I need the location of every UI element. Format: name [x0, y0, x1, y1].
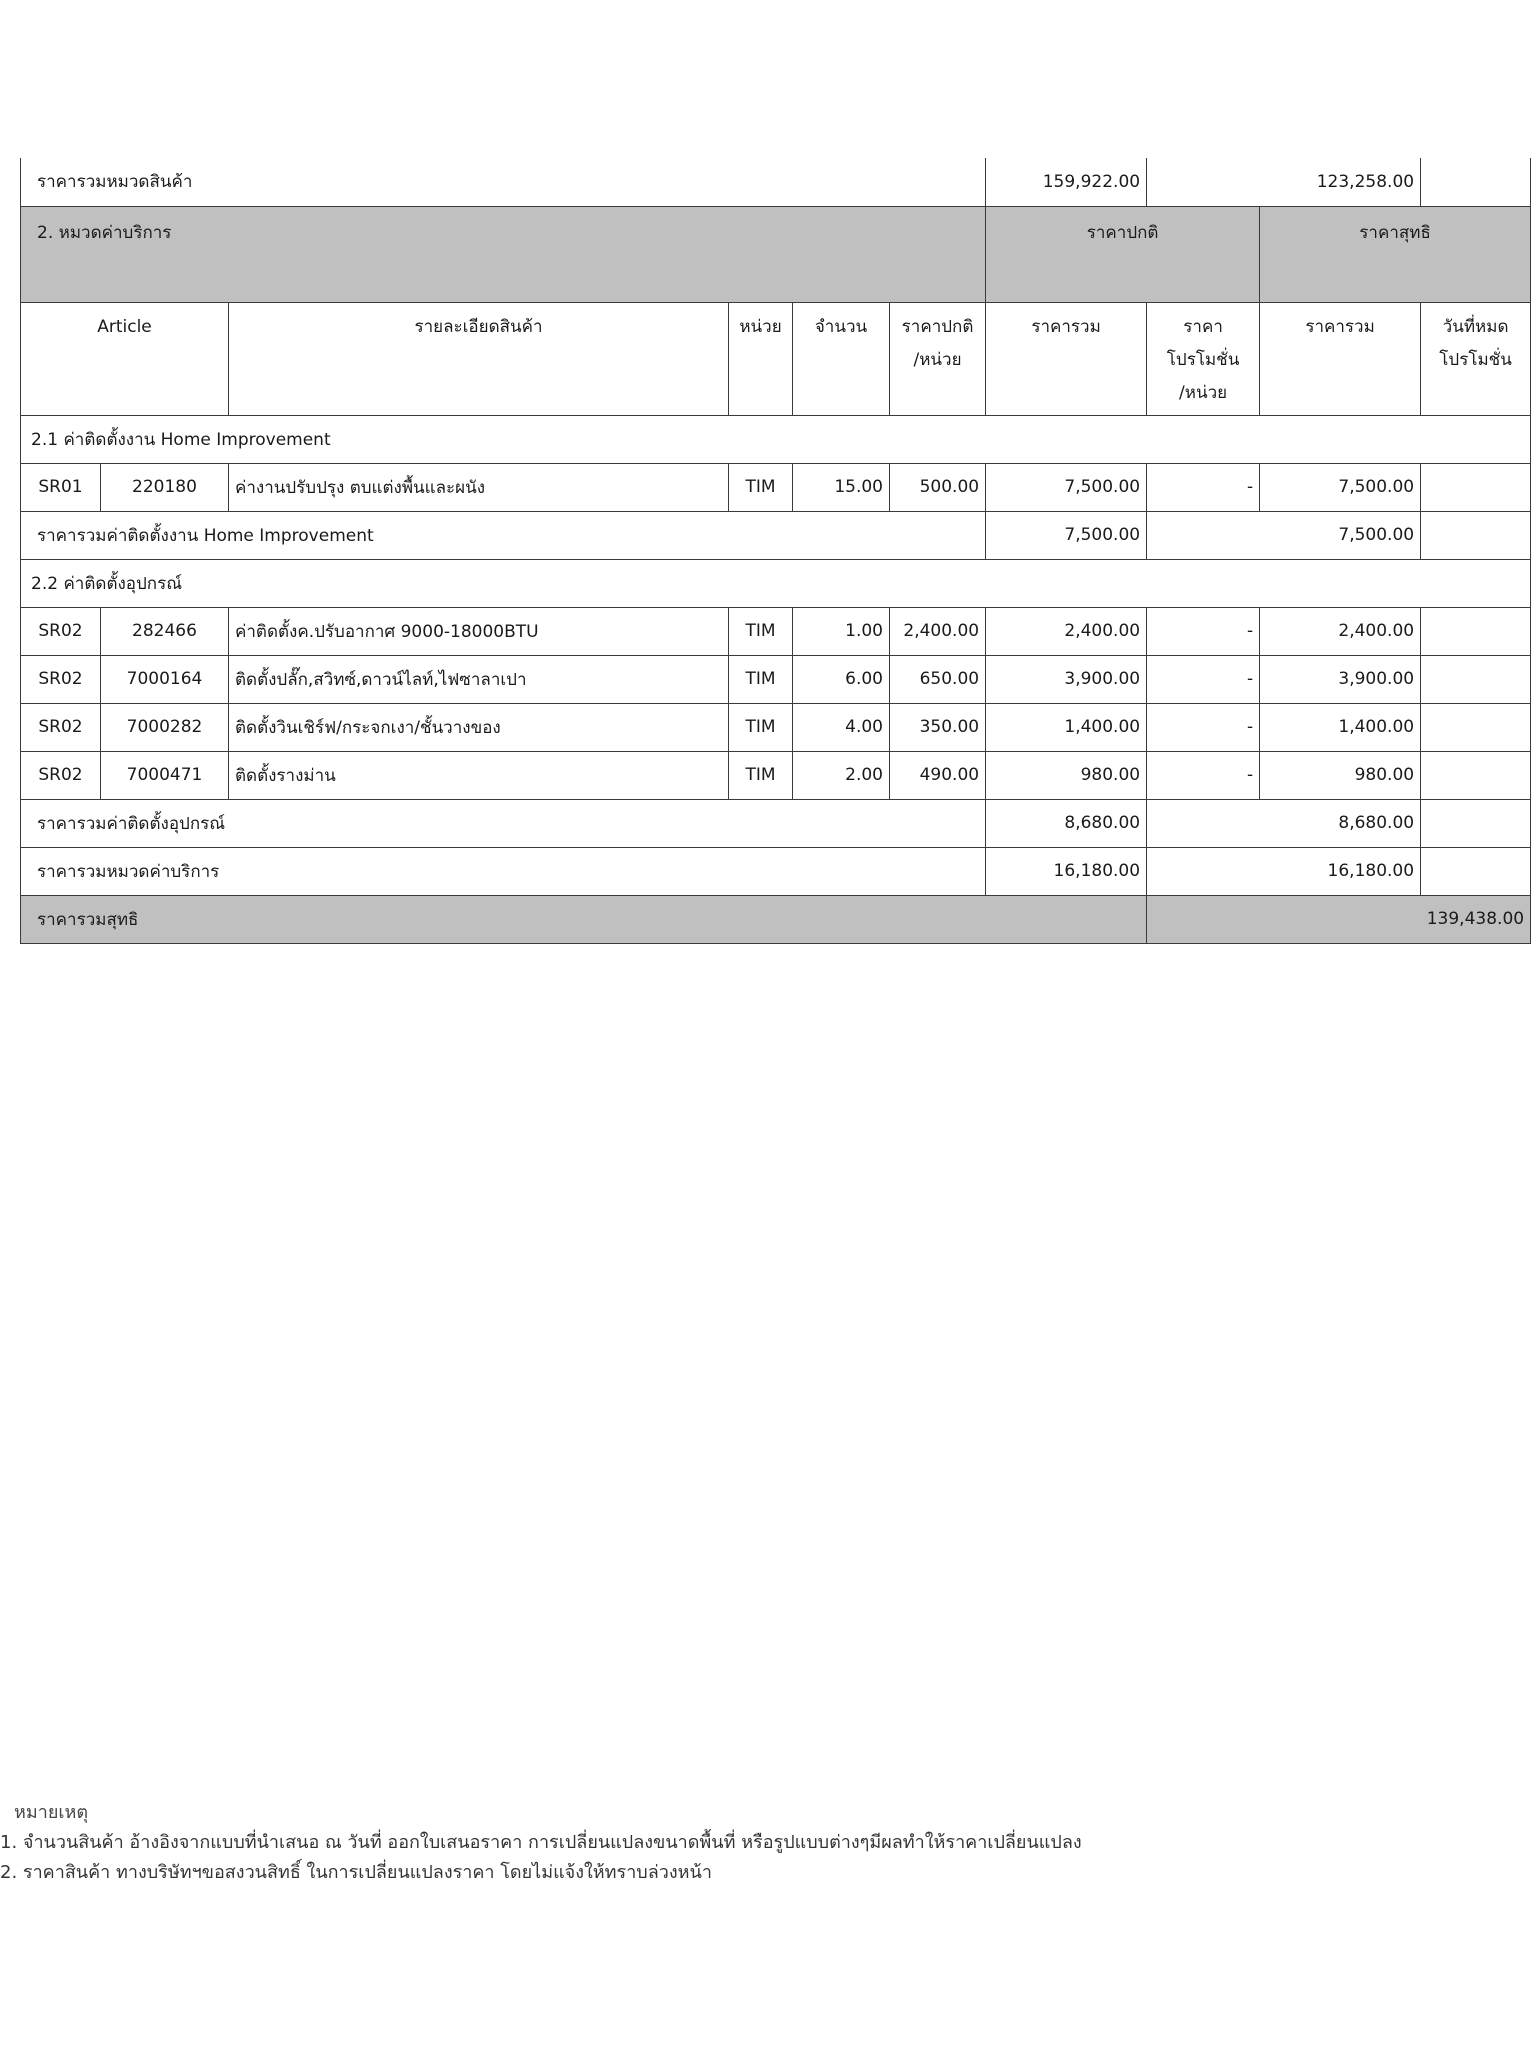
- row-article: 220180: [101, 463, 229, 511]
- table-row: [21, 655, 1531, 703]
- row-promo-end: [1421, 607, 1531, 655]
- section-title: 2.2 ค่าติดตั้งอุปกรณ์: [21, 559, 1531, 607]
- header-promo-price: ราคา โปรโมชั่น /หน่วย: [1147, 302, 1260, 415]
- row-unit-price: 490.00: [890, 751, 986, 799]
- row-net: 1,400.00: [1260, 703, 1421, 751]
- row-qty: 2.00: [793, 751, 890, 799]
- category-header-row: [21, 206, 1531, 302]
- row-total: 3,900.00: [986, 655, 1147, 703]
- row-description: ติดตั้งรางม่าน: [229, 751, 729, 799]
- row-net: 7,500.00: [1260, 463, 1421, 511]
- category-title: 2. หมวดค่าบริการ: [21, 206, 986, 302]
- row-article: 7000282: [101, 703, 229, 751]
- subtotal-row: [21, 799, 1531, 847]
- header-article: Article: [21, 302, 229, 415]
- row-article: 7000471: [101, 751, 229, 799]
- row-code: SR02: [21, 751, 101, 799]
- row-total: 1,400.00: [986, 703, 1147, 751]
- row-article: 7000164: [101, 655, 229, 703]
- header-detail: รายละเอียดสินค้า: [229, 302, 729, 415]
- table-row: [21, 607, 1531, 655]
- row-promo-end: [1421, 655, 1531, 703]
- row-article: 282466: [101, 607, 229, 655]
- quotation-table: [20, 158, 1531, 944]
- row-unit: TIM: [729, 607, 793, 655]
- row-net: 980.00: [1260, 751, 1421, 799]
- row-unit-price: 350.00: [890, 703, 986, 751]
- grand-total-row: [21, 895, 1531, 943]
- column-header-row: [21, 302, 1531, 415]
- row-net: 3,900.00: [1260, 655, 1421, 703]
- grand-total-label: ราคารวมสุทธิ: [21, 895, 1147, 943]
- row-unit: TIM: [729, 751, 793, 799]
- header-promo-end: วันที่หมด โปรโมชั่น: [1421, 302, 1531, 415]
- row-code: SR01: [21, 463, 101, 511]
- table-row: [21, 703, 1531, 751]
- row-code: SR02: [21, 607, 101, 655]
- subtotal-label: ราคารวมค่าติดตั้งงาน Home Improvement: [21, 511, 986, 559]
- section-title-row: [21, 415, 1531, 463]
- subtotal-net: 7,500.00: [1147, 511, 1421, 559]
- subtotal-total: 7,500.00: [986, 511, 1147, 559]
- row-code: SR02: [21, 703, 101, 751]
- row-unit: TIM: [729, 463, 793, 511]
- row-total: 2,400.00: [986, 607, 1147, 655]
- notes-section: [0, 1798, 1082, 1888]
- grand-total-value: 139,438.00: [1147, 895, 1531, 943]
- row-total: 980.00: [986, 751, 1147, 799]
- row-unit-price: 650.00: [890, 655, 986, 703]
- top-summary-regular: 159,922.00: [986, 158, 1147, 206]
- note-item: 1. จำนวนสินค้า อ้างอิงจากแบบที่นำเสนอ ณ วันที่ ออกใบเสนอราคา การเปลี่ยนแปลงขนาดพื้นที่ หรือรูปแบบต่างๆมีผลทำให้ราคาเปลี่ยนแปลง: [0, 1832, 1082, 1853]
- section-title: 2.1 ค่าติดตั้งงาน Home Improvement: [21, 415, 1531, 463]
- subtotal-row: [21, 511, 1531, 559]
- section-title-row: [21, 559, 1531, 607]
- row-total: 7,500.00: [986, 463, 1147, 511]
- category-total-regular: 16,180.00: [986, 847, 1147, 895]
- row-qty: 4.00: [793, 703, 890, 751]
- row-description: ติดตั้งวินเชิร์ฟ/กระจกเงา/ชั้นวางของ: [229, 703, 729, 751]
- top-summary-label: ราคารวมหมวดสินค้า: [21, 158, 986, 206]
- row-unit-price: 500.00: [890, 463, 986, 511]
- row-promo-end: [1421, 463, 1531, 511]
- row-promo-end: [1421, 703, 1531, 751]
- row-promo-end: [1421, 751, 1531, 799]
- subtotal-net: 8,680.00: [1147, 799, 1421, 847]
- category-net-price-header: ราคาสุทธิ: [1260, 206, 1531, 302]
- row-promo: -: [1147, 655, 1260, 703]
- table-row: [21, 463, 1531, 511]
- subtotal-label: ราคารวมค่าติดตั้งอุปกรณ์: [21, 799, 986, 847]
- row-promo: -: [1147, 463, 1260, 511]
- header-qty: จำนวน: [793, 302, 890, 415]
- header-unit-price: ราคาปกติ /หน่วย: [890, 302, 986, 415]
- category-regular-price-header: ราคาปกติ: [986, 206, 1260, 302]
- row-promo: -: [1147, 751, 1260, 799]
- row-unit: TIM: [729, 655, 793, 703]
- row-qty: 1.00: [793, 607, 890, 655]
- header-net-total: ราคารวม: [1260, 302, 1421, 415]
- subtotal-total: 8,680.00: [986, 799, 1147, 847]
- row-description: ค่าติดตั้งค.ปรับอากาศ 9000-18000BTU: [229, 607, 729, 655]
- top-summary-net: 123,258.00: [1147, 158, 1421, 206]
- row-qty: 15.00: [793, 463, 890, 511]
- category-total-net: 16,180.00: [1147, 847, 1421, 895]
- row-net: 2,400.00: [1260, 607, 1421, 655]
- category-total-label: ราคารวมหมวดค่าบริการ: [21, 847, 986, 895]
- category-total-row: [21, 847, 1531, 895]
- top-summary-row: [21, 158, 1531, 206]
- table-row: [21, 751, 1531, 799]
- row-qty: 6.00: [793, 655, 890, 703]
- row-description: ค่างานปรับปรุง ตบแต่งพื้นและผนัง: [229, 463, 729, 511]
- note-item: 2. ราคาสินค้า ทางบริษัทฯขอสงวนสิทธิ์ ในการเปลี่ยนแปลงราคา โดยไม่แจ้งให้ทราบล่วงหน้า: [0, 1862, 712, 1883]
- row-unit-price: 2,400.00: [890, 607, 986, 655]
- row-unit: TIM: [729, 703, 793, 751]
- notes-title: หมายเหตุ: [14, 1802, 89, 1823]
- header-total: ราคารวม: [986, 302, 1147, 415]
- row-promo: -: [1147, 703, 1260, 751]
- row-description: ติดตั้งปลั๊ก,สวิทซ์,ดาวน์ไลท์,ไฟซาลาเปา: [229, 655, 729, 703]
- row-code: SR02: [21, 655, 101, 703]
- header-unit: หน่วย: [729, 302, 793, 415]
- row-promo: -: [1147, 607, 1260, 655]
